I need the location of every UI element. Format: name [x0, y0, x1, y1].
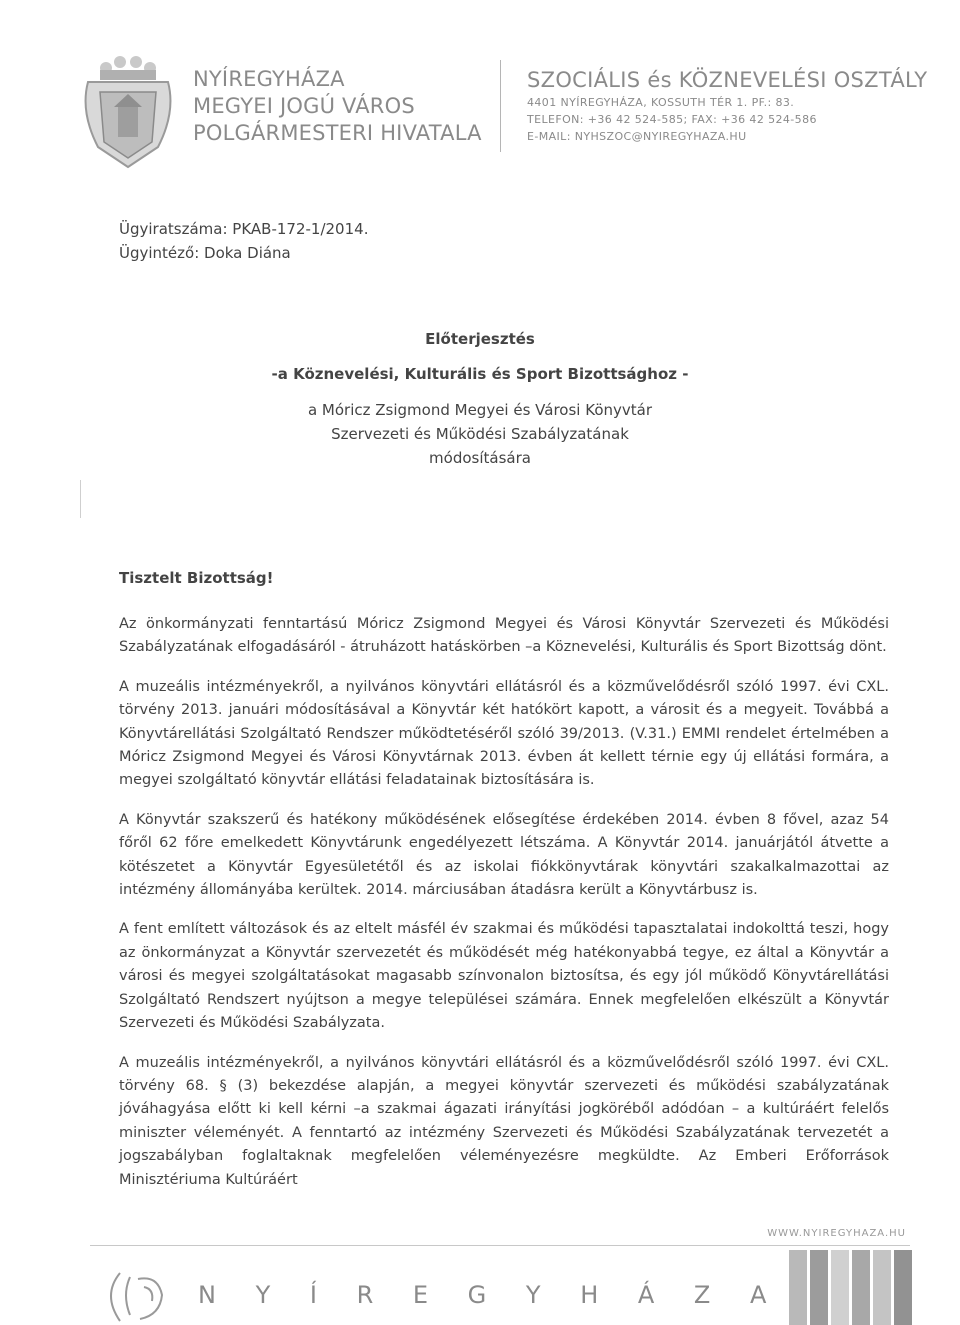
subject-block: [0, 398, 960, 470]
margin-mark: [80, 480, 81, 518]
decor-bar: [894, 1250, 912, 1325]
greeting: Tisztelt Bizottság!: [119, 569, 274, 587]
case-number: Ügyiratszáma: PKAB-172-1/2014.: [119, 220, 369, 238]
org-line-1: NYÍREGYHÁZA: [193, 67, 345, 91]
subject-line-2: Szervezeti és Működési Szabályzatának: [331, 425, 629, 443]
reference-block: [119, 217, 368, 265]
footer-divider: [90, 1245, 910, 1246]
org-line-2: MEGYEI JOGÚ VÁROS: [193, 94, 415, 118]
department-title: SZOCIÁLIS és KÖZNEVELÉSI OSZTÁLY: [527, 68, 928, 92]
city-coat-of-arms-icon: [78, 52, 178, 172]
department-address: 4401 NYÍREGYHÁZA, KOSSUTH TÉR 1. PF.: 83.: [527, 96, 795, 109]
document-title: Előterjesztés: [425, 330, 535, 348]
decor-bar: [789, 1250, 807, 1325]
committee-line: -a Köznevelési, Kulturális és Sport Bizottsághoz -: [271, 365, 689, 383]
paragraph: Az önkormányzati fenntartású Móricz Zsigmond Megyei és Városi Könyvtár Szervezeti és Működési Szabályzatának elfogadásáról - átruházott hatáskörben –a Köznevelési, Kulturális és Sport Bizottság dönt.: [119, 616, 889, 656]
paragraph: A Könyvtár szakszerű és hatékony működésének elősegítése érdekében 2014. évben 8 fővel, azaz 54 főről 62 főre emelkedett Könyvtárunk engedélyezett létszáma. A Könyvtár 2014. januárjától átvette a kötészetet a Könyvtár Egyesületétől és az iskolai fiókkönyvtárak könyvtári szakalkalmazottai az intézmény állományába kerültek. 2014. márciusában átadásra került a Könyvtárbusz is.: [119, 811, 889, 899]
paragraph: A muzeális intézményekről, a nyilvános könyvtári ellátásról és a közművelődésről szóló 1997. évi CXL. törvény 2013. januári módosításával a Könyvtár két hatókört kapott, a városit és a megyeit. Továbbá a Könyvtárellátási Szolgáltató Rendszer működtetéséről szóló 39/2013. (V.31.) EMMI rendelet értelmében a Móricz Zsigmond Megyei és Városi Könyvtárnak 2013. évben át kellett térnie egy új ellátási formára, a megyei szolgáltató könyvtár ellátási feladatainak biztosítására is.: [119, 678, 889, 789]
department-block: [527, 66, 927, 145]
department-phone: TELEFON: +36 42 524-585; FAX: +36 42 524-586: [527, 113, 817, 126]
footer-city-name: N Y Í R E G Y H Á Z A: [198, 1281, 783, 1309]
org-line-3: POLGÁRMESTERI HIVATALA: [193, 121, 482, 145]
paragraph: A fent említett változások és az eltelt másfél év szakmai és működési tapasztalatai indokolttá teszi, hogy az önkormányzat a Könyvtár szervezetét és működését még hatékonyabbá tegye, ez által a Könyvtár a városi és megyei szolgáltatásokat magasabb színvonalon biztosítsa, és egy jól működő Könyvtárellátási Szolgáltató Rendszert nyújtson a megye települései számára. Ennek megfelelően elkészült a Könyvtár Szervezeti és Működési Szabályzata.: [119, 921, 889, 1032]
city-logo-icon: [100, 1265, 180, 1325]
header-divider: [500, 60, 501, 152]
decor-bar: [810, 1250, 828, 1325]
subject-line-1: a Móricz Zsigmond Megyei és Városi Könyvtár: [307, 401, 653, 419]
subject-line-3: módosítására: [429, 449, 531, 467]
case-officer: Ügyintéző: Doka Diána: [119, 244, 291, 262]
paragraph: A muzeális intézményekről, a nyilvános könyvtári ellátásról és a közművelődésről szóló 1997. évi CXL. törvény 68. § (3) bekezdése alapján, a megyei könyvtár szervezeti és működési szabályzatának jóváhagyása előtt ki kell kérni –a szakmai ágazati irányítási jogköréből adódóan – a kultúráért felelős miniszter véleményét. A fenntartó az intézmény Szervezeti és Működési Szabályzatának tervezetét a jogszabályban foglaltaknak megfelelően véleményezésre megküldte. Az Emberi Erőforrások Minisztériuma Kultúráért: [119, 1054, 889, 1188]
decor-bar: [831, 1250, 849, 1325]
department-email: E-MAIL: NYHSZOC@NYIREGYHAZA.HU: [527, 130, 747, 143]
website-link[interactable]: WWW.NYIREGYHAZA.HU: [767, 1228, 906, 1239]
footer-decorative-bars: [789, 1250, 912, 1325]
decor-bar: [852, 1250, 870, 1325]
decor-bar: [873, 1250, 891, 1325]
organization-name: [193, 66, 482, 147]
body-text: [119, 613, 889, 1208]
